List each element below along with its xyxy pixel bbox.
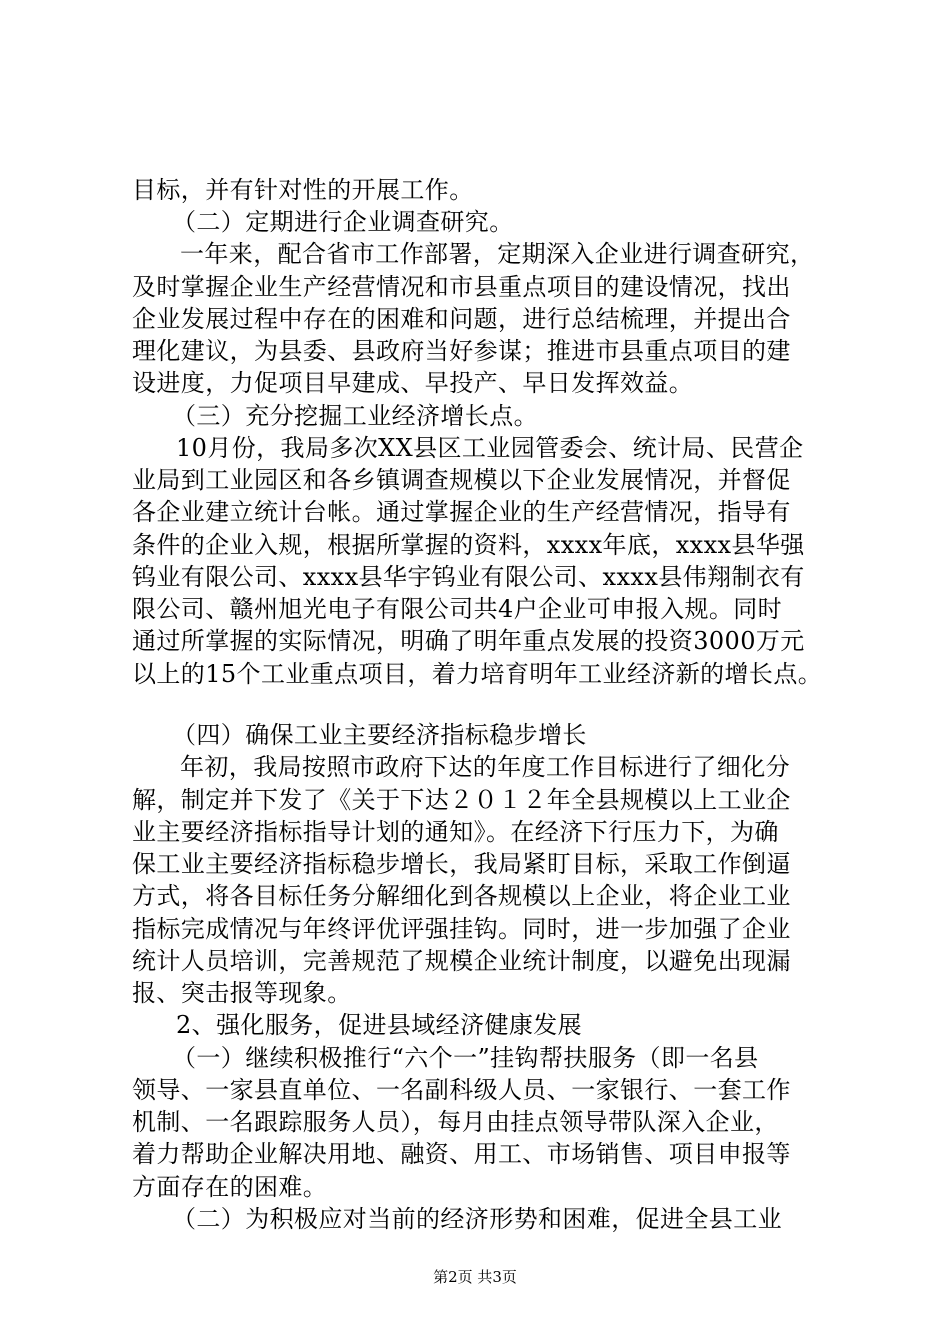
text-line: 保工业主要经济指标稳步增长，我局紧盯目标，采取工作倒逼 (132, 850, 791, 878)
text-line: 着力帮助企业解决用地、融资、用工、市场销售、项目申报等 (132, 1140, 791, 1168)
text-line: 业局到工业园区和各乡镇调查规模以下企业发展情况，并督促 (132, 466, 791, 494)
text-line: 目标，并有针对性的开展工作。 (132, 176, 474, 204)
text-line: 及时掌握企业生产经营情况和市县重点项目的建设情况，找出 (132, 273, 791, 301)
text-line: 统计人员培训，完善规范了规模企业统计制度，以避免出现漏 (132, 947, 791, 975)
section-heading: （三）充分挖掘工业经济增长点。 (172, 402, 538, 430)
text-line: 指标完成情况与年终评优评强挂钩。同时，进一步加强了企业 (132, 915, 791, 943)
text-line: 领导、一家县直单位、一名副科级人员、一家银行、一套工作 (132, 1076, 791, 1104)
text-line: （一）继续积极推行“六个一”挂钩帮扶服务（即一名县 (172, 1044, 759, 1072)
text-line: 机制、一名跟踪服务人员），每月由挂点领导带队深入企业， (132, 1108, 779, 1136)
text-line: 年初，我局按照市政府下达的年度工作目标进行了细化分 (180, 753, 790, 781)
text-line: 以上的15个工业重点项目，着力培育明年工业经济新的增长点。 (132, 660, 823, 688)
text-line: 理化建议，为县委、县政府当好参谋；推进市县重点项目的建 (132, 337, 791, 365)
text-line: 业主要经济指标指导计划的通知》。在经济下行压力下，为确 (132, 818, 779, 846)
text-line: 解，制定并下发了《关于下达２０１２年全县规模以上工业企 (132, 786, 791, 814)
text-line: 各企业建立统计台帐。通过掌握企业的生产经营情况，指导有 (132, 498, 791, 526)
section-heading: （二）定期进行企业调查研究。 (172, 208, 514, 236)
text-line: 通过所掌握的实际情况，明确了明年重点发展的投资3000万元 (132, 627, 805, 655)
text-line: 设进度，力促项目早建成、早投产、早日发挥效益。 (132, 369, 694, 397)
section-heading: 2、强化服务，促进县域经济健康发展 (176, 1011, 583, 1039)
text-line: 方式，将各目标任务分解细化到各规模以上企业，将企业工业 (132, 882, 791, 910)
page-footer: 第2页 共3页 (433, 1268, 517, 1286)
text-line: 一年来，配合省市工作部署，定期深入企业进行调查研究， (180, 240, 815, 268)
text-line: 限公司、赣州旭光电子有限公司共4户企业可申报入规。同时 (132, 595, 783, 623)
text-line: 条件的企业入规，根据所掌握的资料，xxxx年底，xxxx县华强 (132, 531, 805, 559)
text-line: （二）为积极应对当前的经济形势和困难，促进全县工业 (172, 1205, 782, 1233)
text-line: 钨业有限公司、xxxx县华宇钨业有限公司、xxxx县伟翔制衣有 (132, 563, 805, 591)
section-heading: （四）确保工业主要经济指标稳步增长 (172, 721, 587, 749)
text-line: 报、突击报等现象。 (132, 979, 352, 1007)
text-line: 方面存在的困难。 (132, 1173, 328, 1201)
text-line: 企业发展过程中存在的困难和问题，进行总结梳理，并提出合 (132, 305, 791, 333)
text-line: 10月份，我局多次XX县区工业园管委会、统计局、民营企 (176, 434, 804, 462)
